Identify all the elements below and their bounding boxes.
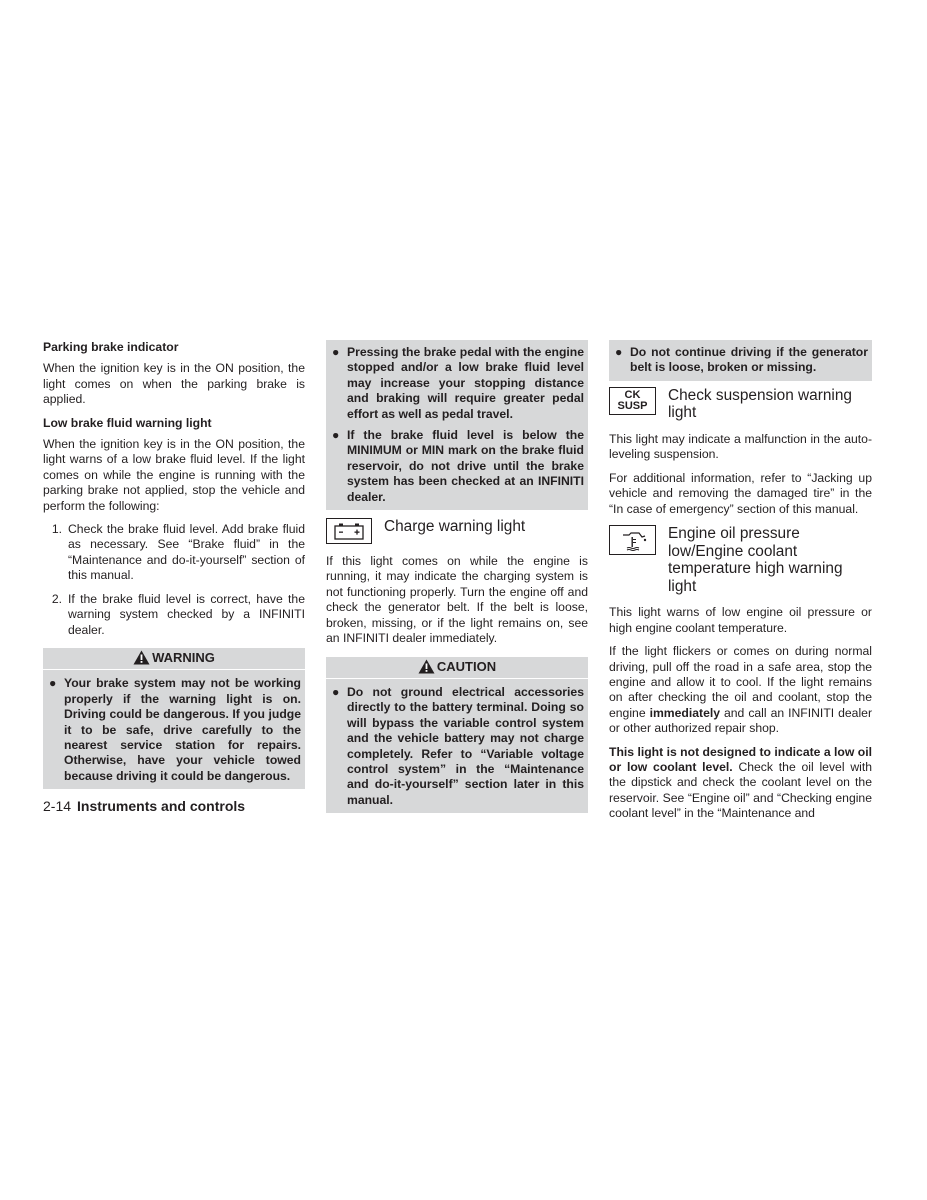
engine-oil-instructions-b: and call an INFINITI dealer or other authorized repair shop. (609, 705, 872, 736)
engine-oil-heading (609, 525, 872, 595)
list-item (43, 592, 305, 638)
page-footer (43, 798, 245, 814)
bullet-icon: ● (332, 684, 340, 699)
generator-belt-box (609, 340, 872, 381)
check-suspension-reference: For additional information, refer to “Jacking up vehicle and removing the damaged tire” in the “In case of emergency” section of this manual. (609, 470, 872, 516)
caution-header (326, 657, 588, 679)
engine-oil-instructions-bold: immediately (649, 705, 721, 720)
ck-susp-icon (609, 387, 656, 415)
warning-text: Your brake system may not be working properly if the warning light is on. Driving could be dangerous. If you judge it to be safe, drive carefully to the nearest service station for repairs. Otherwise, have your vehicle towed because driving it could be dangerous. (64, 676, 301, 783)
caution-text: Do not ground electrical accessories directly to the battery terminal. Doing so will bypass the variable control system and the vehicle battery may not charge completely. Refer to “Variable voltage control system” in the “Maintenance and do-it-yourself” section later in this manual. (347, 684, 584, 807)
step-number: 1. (51, 522, 62, 537)
brake-note-text: If the brake fluid level is below the MINIMUM or MIN mark on the brake fluid reservoir, do not drive until the brake system has been checked at an INFINITI dealer. (347, 428, 584, 504)
list-item (613, 345, 868, 376)
engine-oil-instructions (609, 644, 872, 736)
oil-coolant-icon (609, 525, 656, 555)
bullet-icon: ● (49, 676, 57, 691)
caution-box (326, 657, 588, 814)
engine-oil-text: This light warns of low engine oil pressure or high engine coolant temperature. (609, 605, 872, 635)
warning-header (43, 648, 305, 670)
ck-susp-icon-line1: CK (624, 388, 641, 401)
column-left (43, 340, 305, 789)
check-suspension-text: This light may indicate a malfunction in the auto-leveling suspension. (609, 432, 872, 462)
parking-brake-text: When the ignition key is in the ON position, the light comes on when the parking brake is applied. (43, 361, 305, 407)
page-number: 2-14 (43, 798, 72, 814)
charge-warning-heading (326, 518, 588, 544)
parking-brake-heading: Parking brake indicator (43, 340, 179, 354)
engine-oil-note-rest: Check the oil level with the dipstick and check the coolant level on the reservoir. See “Engine oil” and “Checking engine coolant level” in the “Maintenance and (609, 760, 872, 821)
low-brake-fluid-heading: Low brake fluid warning light (43, 415, 212, 430)
list-item (47, 676, 301, 784)
engine-oil-note (609, 745, 872, 822)
bullet-icon: ● (332, 428, 340, 443)
warning-triangle-icon (133, 650, 150, 665)
check-suspension-heading (609, 387, 872, 422)
battery-icon (326, 518, 372, 544)
list-item (330, 345, 584, 422)
step-number: 2. (51, 591, 62, 606)
warning-label: WARNING (152, 649, 215, 665)
bullet-icon: ● (332, 345, 340, 359)
charge-warning-text: If this light comes on while the engine is running, it may indicate the charging system is not functioning properly. Turn the engine off and check the generator belt. If the belt is loose, broken, missing, or if the light remains on, see an INFINITI dealer immediately. (326, 554, 588, 646)
brake-steps-list (43, 522, 305, 638)
ck-susp-icon-line2: SUSP (617, 399, 648, 412)
low-brake-fluid-text: When the ignition key is in the ON position, the light warns of a low brake fluid level. If the light comes on while the engine is running with the parking brake not applied, stop the vehicle and perform the following: (43, 437, 305, 513)
engine-oil-instructions-a: If the light flickers or comes on during normal driving, pull off the road in a safe area, stop the engine and allow it to cool. If the light remains on after checking the oil and coolant, stop the engine (609, 644, 872, 720)
charge-warning-title: Charge warning light (384, 518, 526, 536)
caution-label: CAUTION (436, 658, 497, 674)
section-title: Instruments and controls (77, 798, 246, 814)
warning-box (43, 648, 305, 789)
engine-oil-note-bold: This light is not designed to indicate a low oil or low coolant level. (609, 744, 872, 775)
list-item (330, 428, 584, 505)
column-middle (326, 340, 588, 813)
list-item (330, 685, 584, 808)
step-text: If the brake fluid level is correct, have the warning system checked by a INFINITI dealer. (68, 591, 305, 637)
engine-oil-title: Engine oil pressure low/Engine coolant temperature high warning light (668, 525, 843, 595)
brake-notes-box (326, 340, 588, 510)
generator-belt-text: Do not continue driving if the generator belt is loose, broken or missing. (630, 345, 868, 375)
step-text: Check the brake fluid level. Add brake fluid as necessary. See “Brake fluid” in the “Maintenance and do-it-yourself” section of this manual. (68, 522, 305, 583)
caution-triangle-icon (418, 659, 435, 674)
column-right (609, 340, 872, 830)
list-item (43, 522, 305, 584)
check-suspension-title: Check suspension warning light (668, 386, 852, 422)
brake-note-text: Pressing the brake pedal with the engine stopped and/or a low brake fluid level may increase your stopping distance and braking will require greater pedal effort as well as pedal travel. (347, 345, 584, 421)
bullet-icon: ● (615, 345, 623, 359)
